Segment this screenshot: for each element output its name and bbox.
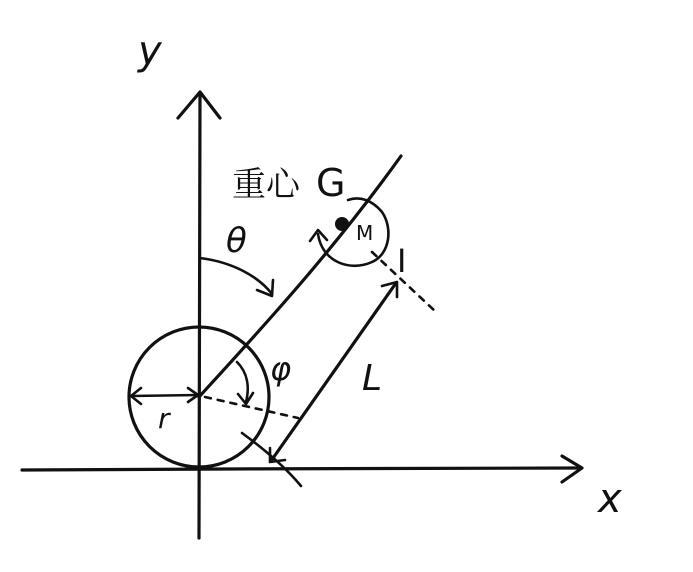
inertia-label: I xyxy=(397,242,407,280)
wheel-reference-line xyxy=(205,397,298,418)
y-axis xyxy=(178,92,220,538)
center-of-gravity-point xyxy=(335,217,349,231)
centroid-text-label: 重心 xyxy=(232,165,300,205)
mass-label: M xyxy=(356,221,374,245)
x-axis xyxy=(22,456,582,482)
y-axis-label: y xyxy=(138,28,162,74)
theta-arc xyxy=(200,258,273,296)
length-label: L xyxy=(362,358,383,399)
centroid-symbol-label: G xyxy=(316,161,346,205)
radius-label: r xyxy=(158,402,170,435)
theta-label: θ xyxy=(226,221,247,261)
phi-label: φ xyxy=(270,350,292,388)
x-axis-label: x xyxy=(598,476,622,522)
phi-arc xyxy=(237,362,253,404)
